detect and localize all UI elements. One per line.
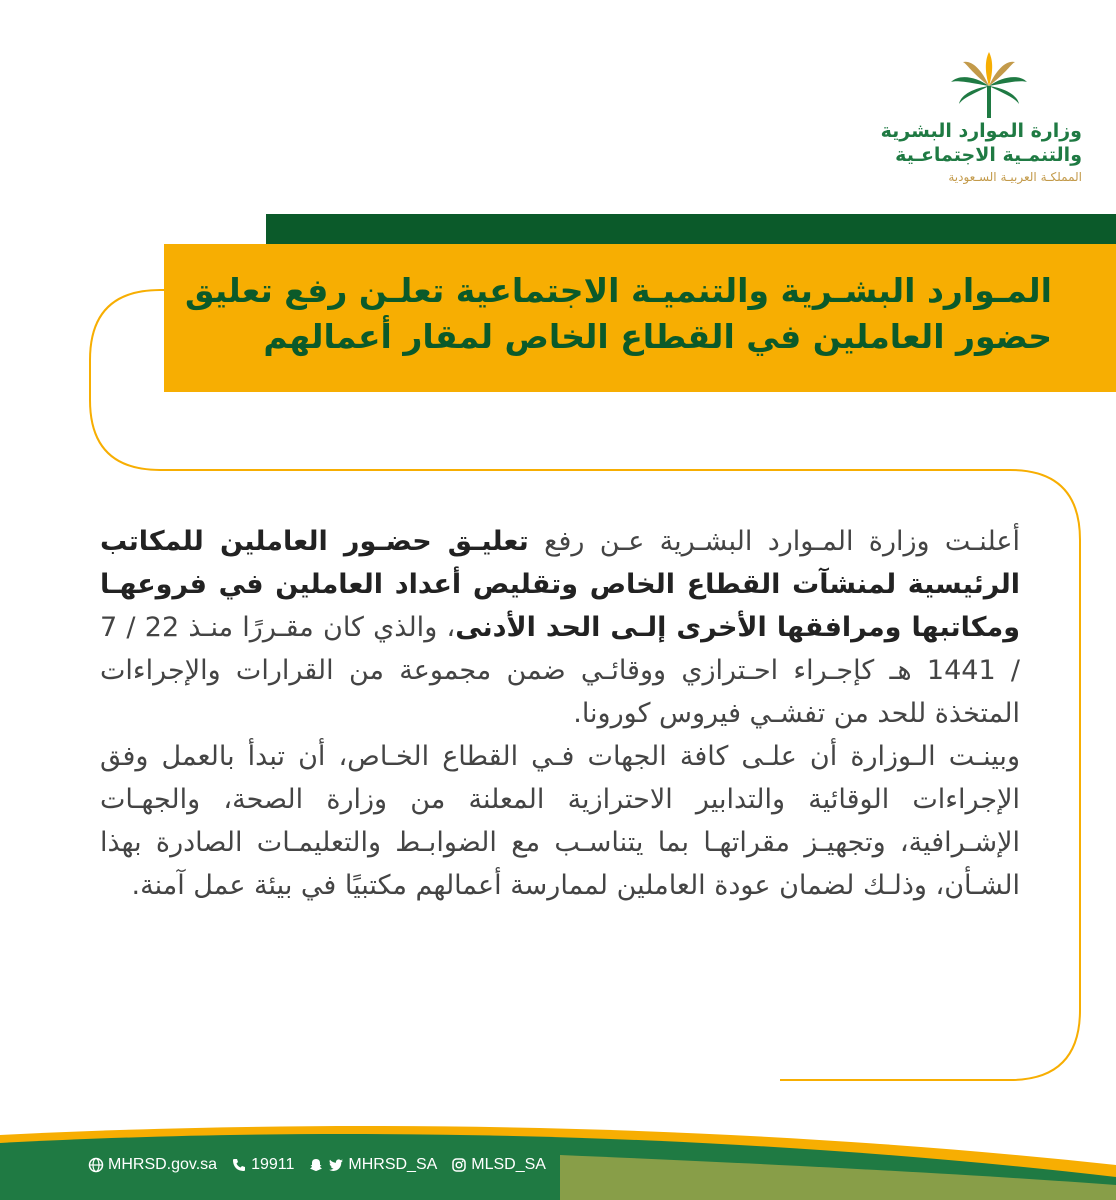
title-line-2: حضور العاملين في القطاع الخاص لمقار أعمالهم	[263, 317, 1052, 356]
instagram-icon	[451, 1157, 467, 1173]
phone-text: 19911	[251, 1156, 295, 1173]
title-banner	[164, 244, 1116, 392]
contact-row	[88, 1156, 546, 1174]
phone-link[interactable]	[231, 1156, 294, 1174]
phone-icon	[231, 1157, 247, 1173]
logo-ministry-name-line1: وزارة الموارد البشرية	[880, 120, 1082, 142]
instagram-text: MLSD_SA	[471, 1156, 546, 1173]
paragraph-1	[100, 520, 1020, 735]
paragraph-2: وبينـت الـوزارة أن علـى كافة الجهات فـي القطاع الخـاص، أن تبدأ بالعمل وفق الإجراءات الوقائية والتدابير الاحترازية المعلنة من وزارة الصحة، والجهـات الإشـرافية، وتجهيـز مقراتهـا بما يتناسـب مع الضوابـط والتعليمـات الصادرة بهذا الشـأن، وذلـك لضمان عودة العاملين لممارسة أعمالهم مكتبيًا في بيئة عمل آمنة.	[100, 741, 1020, 901]
website-text: MHRSD.gov.sa	[108, 1156, 218, 1173]
globe-icon	[88, 1157, 104, 1173]
announcement-body	[100, 520, 1020, 907]
twitter-icon	[328, 1157, 344, 1173]
logo-country-name: المملكـة العربيـة السـعودية	[948, 170, 1082, 184]
instagram-link[interactable]	[451, 1156, 546, 1174]
social-link[interactable]	[308, 1156, 437, 1174]
title-line-1: المـوارد البشـرية والتنميـة الاجتماعية تعلـن رفع تعليق	[185, 271, 1052, 310]
website-link[interactable]	[88, 1156, 217, 1174]
paragraph-1-bold: تعليـق حضـور العاملين للمكاتب الرئيسية لمنشآت القطاع الخاص وتقليص أعداد العاملين في فروعهـا ومكاتبها ومرافقها الأخرى إلـى الحد الأدنى	[100, 526, 1020, 643]
paragraph-1-rest: ، والذي كان مقـررًا منـذ 22 / 7 / 1441 هـ كإجـراء احـترازي ووقائـي ضمن مجموعة من القرارات والإجراءات المتخذة للحد من تفشـي فيروس كورونا.	[100, 612, 1020, 729]
palm-emblem-icon	[944, 48, 1034, 120]
social-handle-text: MHRSD_SA	[348, 1156, 438, 1173]
logo-ministry-name-line2: والتنمـية الاجتماعـية	[895, 144, 1082, 166]
snapchat-icon	[308, 1157, 324, 1173]
footer	[0, 1125, 1116, 1200]
title-green-bar	[266, 214, 1116, 244]
ministry-logo	[880, 48, 1086, 188]
paragraph-1-intro: أعلنـت وزارة المـوارد البشـرية عـن رفع	[528, 526, 1020, 557]
